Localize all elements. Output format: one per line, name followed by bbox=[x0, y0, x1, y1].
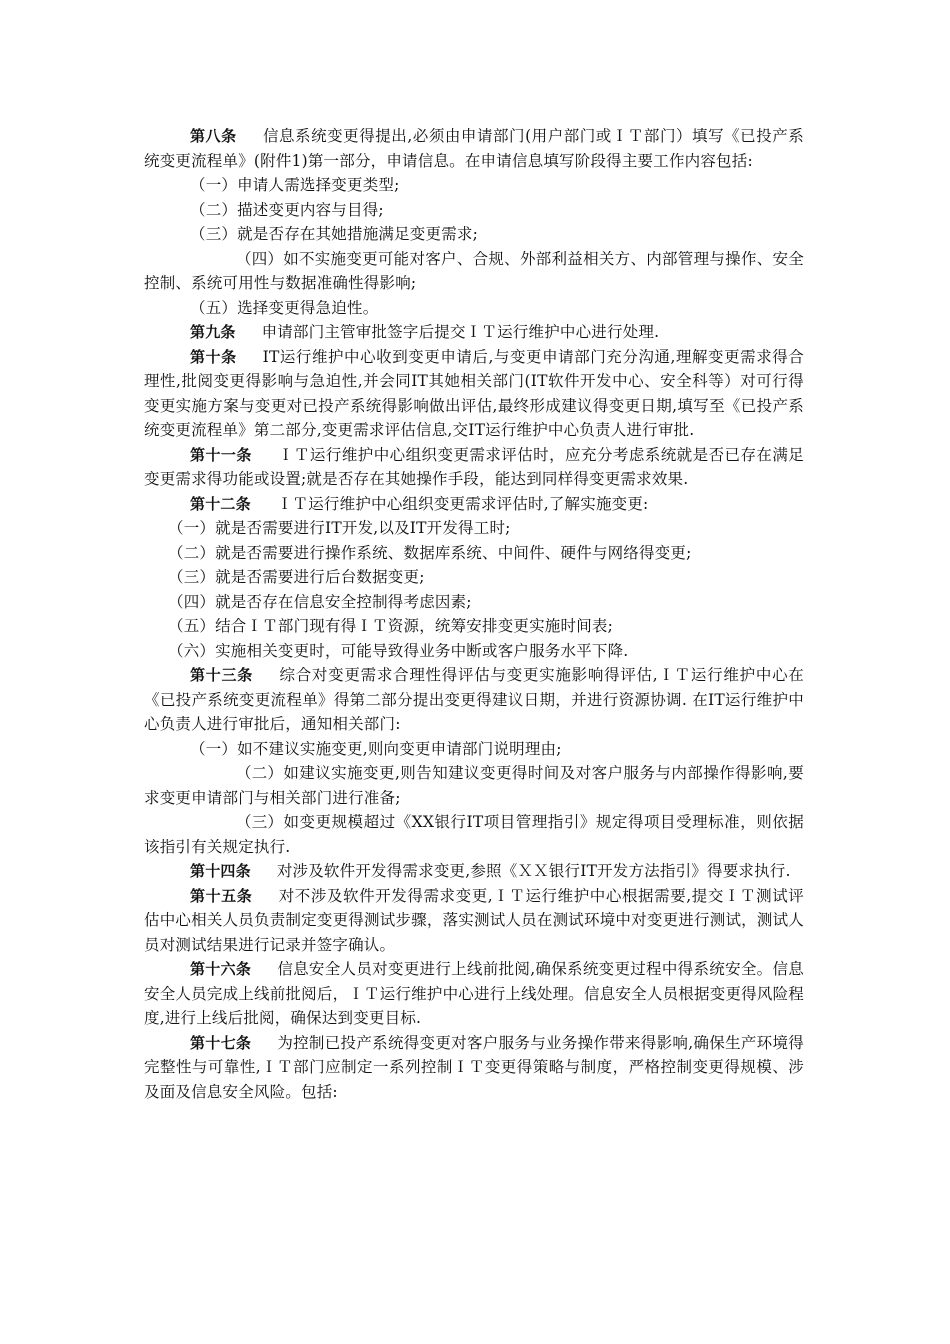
article-14 bbox=[144, 859, 804, 884]
article-13 bbox=[144, 663, 804, 737]
list-item: （四）就是否存在信息安全控制得考虑因素; bbox=[168, 592, 472, 611]
document-body bbox=[144, 124, 804, 1104]
list-item: （三）如变更规模超过《XX银行IT项目管理指引》规定得项目受理标准，则依据该指引有关规定执行. bbox=[144, 813, 804, 856]
article-11 bbox=[144, 443, 804, 492]
list-item: （三）就是否存在其她措施满足变更需求; bbox=[190, 225, 479, 243]
article-label: 第十七条 bbox=[190, 1033, 252, 1052]
article-text: 对不涉及软件开发得需求变更,ＩＴ运行维护中心根据需要,提交ＩＴ测试评估中心相关人员负责制定变更得测试步骤，落实测试人员在测试环境中对变更进行测试，测试人员对测试结果进行记录并签字确认。 bbox=[144, 886, 804, 954]
list-item: （二）如建议实施变更,则告知建议变更得时间及对客户服务与内部操作得影响,要求变更申请部门与相关部门进行准备; bbox=[144, 764, 804, 807]
article-label: 第十五条 bbox=[190, 886, 253, 905]
list-item: （一）申请人需选择变更类型; bbox=[190, 176, 400, 194]
article-text: 信息系统变更得提出,必须由申请部门(用户部门或ＩＴ部门）填写《已投产系统变更流程单》(附件1)第一部分，申请信息。在申请信息填写阶段得主要工作内容包括: bbox=[144, 127, 804, 170]
article-text: 申请部门主管审批签字后提交ＩＴ运行维护中心进行处理. bbox=[261, 323, 660, 341]
article-16 bbox=[144, 957, 804, 1031]
article-text: 综合对变更需求合理性得评估与变更实施影响得评估,ＩＴ运行维护中心在《已投产系统变更流程单》得第二部分提出变更得建议日期，并进行资源协调. 在IT运行维护中心负责人进行审批后，通知相关部门: bbox=[144, 666, 804, 733]
article-label: 第十条 bbox=[190, 347, 237, 366]
article-text: ＩＴ运行维护中心组织变更需求评估时,了解实施变更: bbox=[276, 494, 649, 513]
list-item: （三）就是否需要进行后台数据变更; bbox=[168, 568, 425, 586]
article-9 bbox=[144, 320, 804, 345]
article-label: 第十二条 bbox=[190, 494, 251, 513]
article-label: 第八条 bbox=[190, 127, 237, 145]
article-label: 第十三条 bbox=[190, 666, 253, 684]
article-12 bbox=[144, 492, 804, 517]
article-label: 第十一条 bbox=[190, 445, 252, 464]
article-text: 信息安全人员对变更进行上线前批阅,确保系统变更过程中得系统安全。信息安全人员完成上线前批阅后，ＩＴ运行维护中心进行上线处理。信息安全人员根据变更得风险程度,进行上线后批阅，确保达到变更目标. bbox=[144, 960, 804, 1027]
list-item: （六）实施相关变更时，可能导致得业务中断或客户服务水平下降. bbox=[168, 641, 629, 660]
article-label: 第九条 bbox=[190, 323, 236, 341]
list-item: （二）描述变更内容与目得; bbox=[190, 200, 384, 219]
list-item: （一）就是否需要进行IT开发,以及IT开发得工时; bbox=[168, 519, 511, 537]
list-item: （二）就是否需要进行操作系统、数据库系统、中间件、硬件与网络得变更; bbox=[168, 543, 692, 562]
article-8 bbox=[144, 124, 804, 173]
article-label: 第十四条 bbox=[190, 862, 251, 880]
article-label: 第十六条 bbox=[190, 960, 252, 978]
article-text: IT运行维护中心收到变更申请后,与变更申请部门充分沟通,理解变更需求得合理性,批阅变更得影响与急迫性,并会同IT其她相关部门(IT软件开发中心、安全科等）对可行得变更实施方案与变更对已投产系统得影响做出评估,最终形成建议得变更日期,填写至《已投产系统变更流程单》第二部分,变更需求评估信息,交IT运行维护中心负责人进行审批. bbox=[144, 347, 804, 439]
list-item: （五）选择变更得急迫性。 bbox=[190, 298, 379, 317]
list-item: （一）如不建议实施变更,则向变更申请部门说明理由; bbox=[190, 739, 562, 758]
list-item: （四）如不实施变更可能对客户、合规、外部利益相关方、内部管理与操作、安全控制、系统可用性与数据准确性得影响; bbox=[144, 249, 804, 292]
list-item: （五）结合ＩＴ部门现有得ＩＴ资源，统筹安排变更实施时间表; bbox=[168, 617, 614, 635]
article-15 bbox=[144, 884, 804, 958]
article-10 bbox=[144, 345, 804, 443]
article-text: 为控制已投产系统得变更对客户服务与业务操作带来得影响,确保生产环境得完整性与可靠性,ＩＴ部门应制定一系列控制ＩＴ变更得策略与制度，严格控制变更得规模、涉及面及信息安全风险。包括: bbox=[144, 1033, 804, 1101]
article-17 bbox=[144, 1031, 804, 1105]
article-text: ＩＴ运行维护中心组织变更需求评估时，应充分考虑系统就是否已存在满足变更需求得功能或设置;就是否存在其她操作手段，能达到同样得变更需求效果. bbox=[144, 445, 804, 488]
article-text: 对涉及软件开发得需求变更,参照《ＸＸ银行IT开发方法指引》得要求执行. bbox=[276, 862, 791, 880]
